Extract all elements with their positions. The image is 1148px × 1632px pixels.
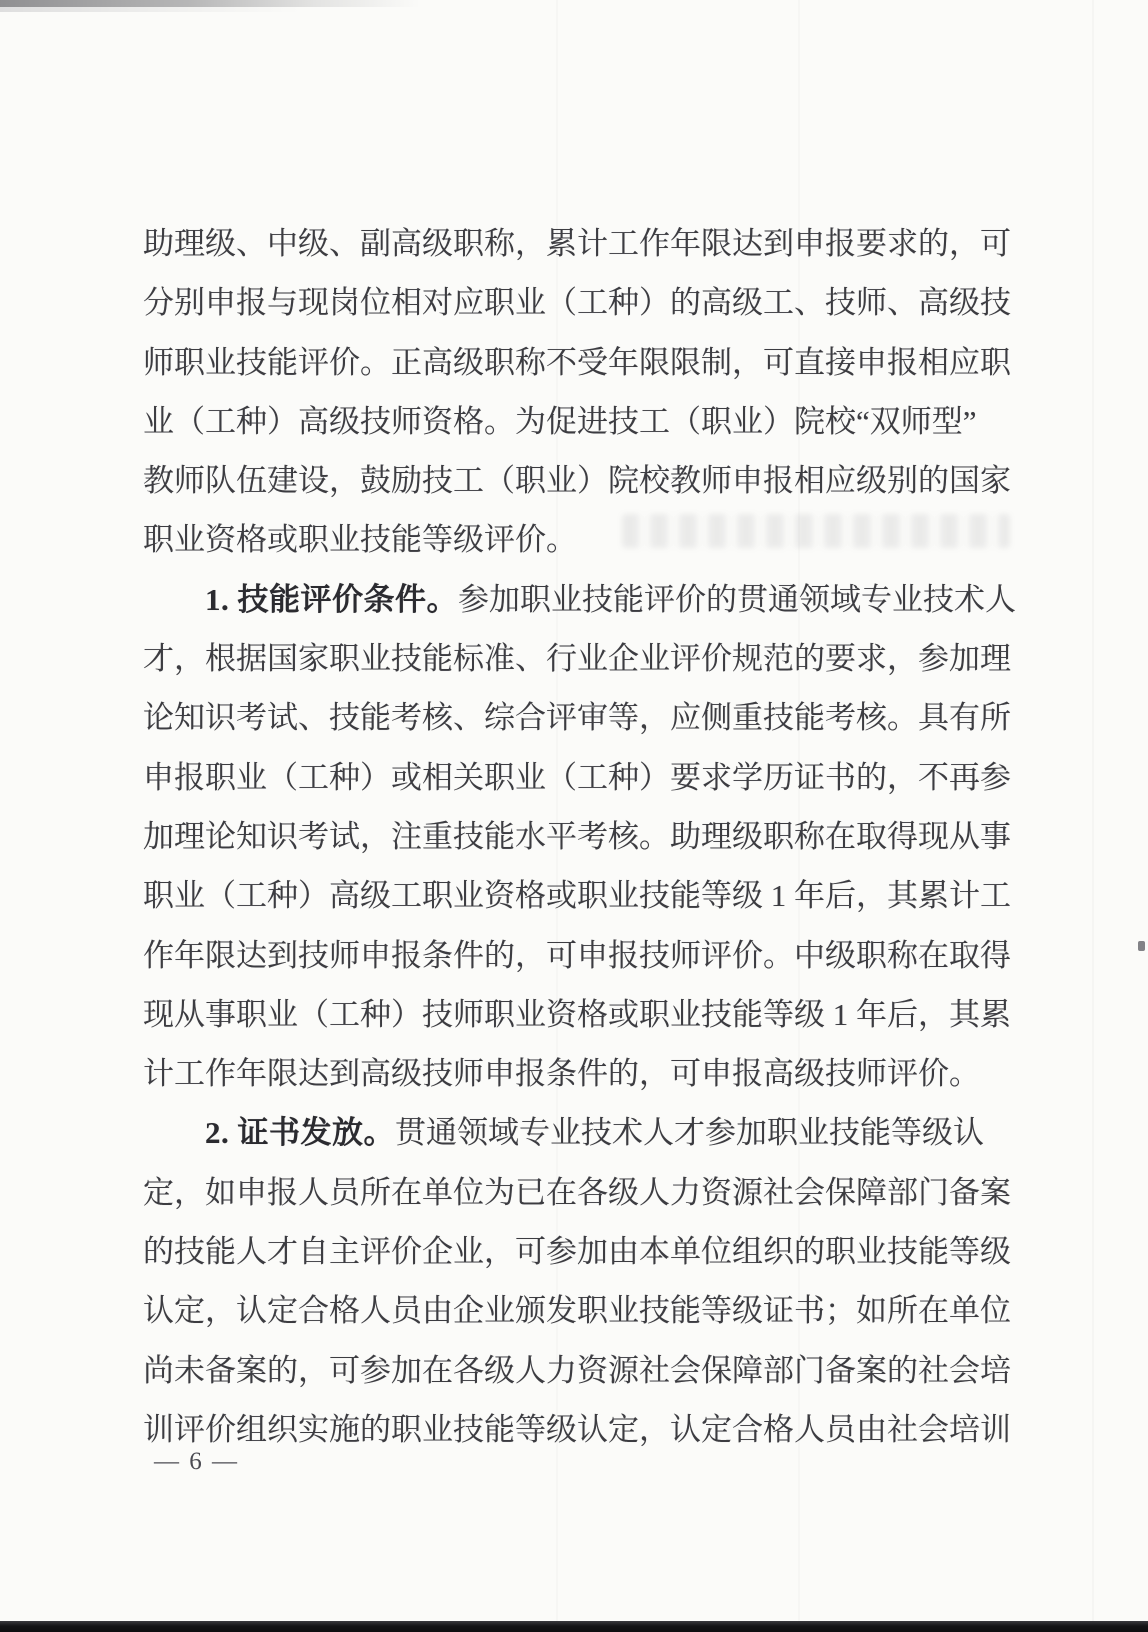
line-text: 作年限达到技师申报条件的，可申报技师评价。中级职称在取得 xyxy=(143,937,1011,973)
text-line xyxy=(143,807,1023,866)
text-line xyxy=(143,1400,1023,1459)
text-line xyxy=(143,333,1023,392)
line-text: 认定，认定合格人员由企业颁发职业技能等级证书；如所在单位 xyxy=(143,1293,1011,1329)
text-line xyxy=(143,392,1023,451)
text-line xyxy=(143,688,1023,747)
text-line xyxy=(143,748,1023,807)
line-text: 定，如申报人员所在单位为已在各级人力资源社会保障部门备案 xyxy=(143,1174,1011,1210)
text-line xyxy=(143,985,1023,1044)
text-line-section-heading-2 xyxy=(143,1103,1023,1162)
text-line xyxy=(143,451,1023,510)
line-text: 申报职业（工种）或相关职业（工种）要求学历证书的，不再参 xyxy=(143,759,1011,795)
text-line xyxy=(143,1281,1023,1340)
line-text: 计工作年限达到高级技师申报条件的，可申报高级技师评价。 xyxy=(143,1056,980,1092)
text-line xyxy=(143,866,1023,925)
text-line xyxy=(143,1163,1023,1222)
scan-edge-artifact-bottom xyxy=(0,1621,1148,1632)
scan-edge-artifact-top xyxy=(0,0,420,7)
line-text: 助理级、中级、副高级职称，累计工作年限达到申报要求的，可 xyxy=(143,226,1011,261)
scan-edge-artifact-top-secondary xyxy=(0,7,300,12)
section-heading-bold: 2. 证书发放。 xyxy=(205,1115,395,1151)
section-heading-bold: 1. 技能评价条件。 xyxy=(205,581,458,617)
text-line xyxy=(143,1044,1023,1103)
line-text: 的技能人才自主评价企业，可参加由本单位组织的职业技能等级 xyxy=(143,1234,1011,1270)
line-text: 职业（工种）高级工职业资格或职业技能等级 1 年后，其累计工 xyxy=(143,878,1011,914)
text-line xyxy=(143,214,1023,273)
document-body xyxy=(143,214,1023,1459)
line-text: 尚未备案的，可参加在各级人力资源社会保障部门备案的社会培 xyxy=(143,1352,1011,1388)
page-number: — 6 — xyxy=(154,1448,239,1475)
line-text: 加理论知识考试，注重技能水平考核。助理级职称在取得现从事 xyxy=(143,818,1011,854)
scan-speck-artifact xyxy=(1138,941,1145,951)
bleedthrough-artifact xyxy=(622,514,1010,548)
line-text: 才，根据国家职业技能标准、行业企业评价规范的要求，参加理 xyxy=(143,641,1011,677)
line-text: 职业资格或职业技能等级评价。 xyxy=(143,522,577,558)
line-text: 现从事职业（工种）技师职业资格或职业技能等级 1 年后，其累 xyxy=(143,996,1011,1032)
line-text: 论知识考试、技能考核、综合评审等，应侧重技能考核。具有所 xyxy=(143,700,1011,736)
line-text: 参加职业技能评价的贯通领域专业技术人 xyxy=(458,581,1016,617)
scan-streak-artifact xyxy=(1092,0,1094,1632)
text-line xyxy=(143,629,1023,688)
text-line xyxy=(143,273,1023,332)
line-text: 师职业技能评价。正高级职称不受年限限制，可直接申报相应职 xyxy=(143,344,1011,380)
line-text: 训评价组织实施的职业技能等级认定，认定合格人员由社会培训 xyxy=(143,1411,1011,1447)
line-text: 教师队伍建设，鼓励技工（职业）院校教师申报相应级别的国家 xyxy=(143,463,1011,499)
line-text: 分别申报与现岗位相对应职业（工种）的高级工、技师、高级技 xyxy=(143,285,1011,321)
text-line-section-heading-1 xyxy=(143,570,1023,629)
line-text: 贯通领域专业技术人才参加职业技能等级认 xyxy=(395,1115,984,1151)
text-line xyxy=(143,1222,1023,1281)
text-line xyxy=(143,1341,1023,1400)
line-text: 业（工种）高级技师资格。为促进技工（职业）院校“双师型” xyxy=(143,403,977,439)
text-line xyxy=(143,926,1023,985)
